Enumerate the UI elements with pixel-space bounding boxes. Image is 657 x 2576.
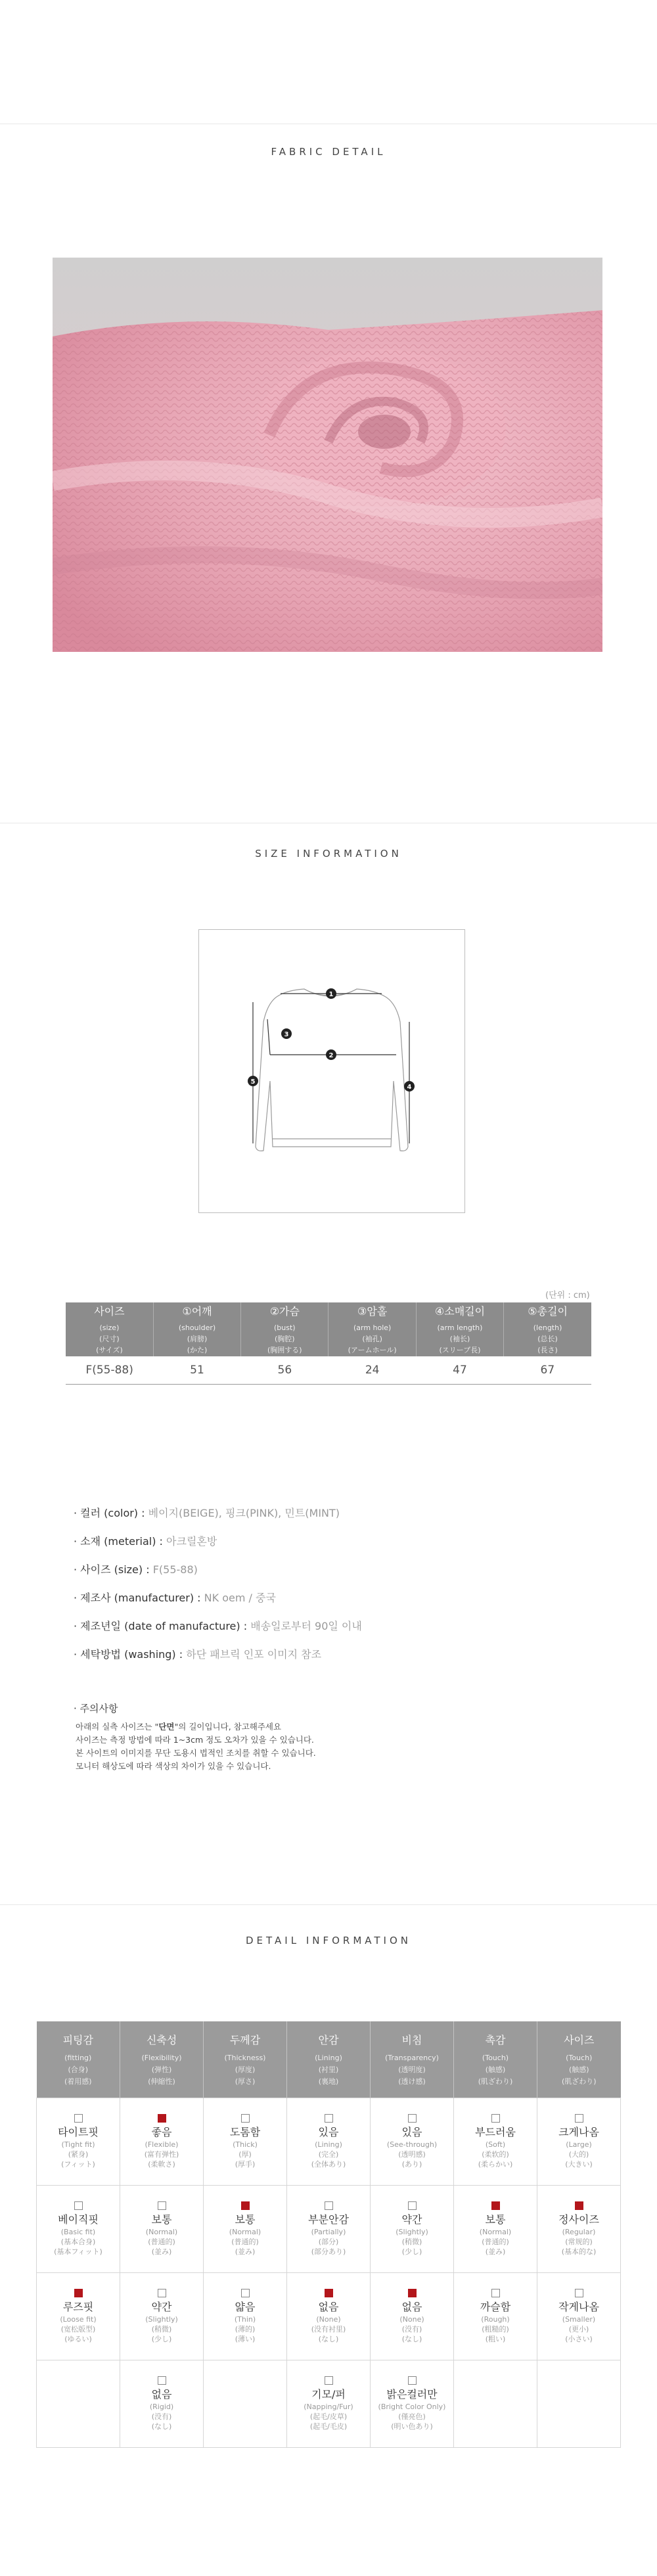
size-header-label: 사이즈 (94, 1305, 125, 1318)
detail-option-sub: (普通的) (482, 2238, 509, 2246)
detail-header-label: 사이즈 (564, 2033, 595, 2046)
size-header-label: ⑤총길이 (528, 1305, 568, 1318)
checkbox-unchecked (408, 2114, 417, 2123)
detail-cell (287, 2186, 371, 2273)
size-value-cell: 51 (153, 1356, 240, 1385)
detail-option-sub: (稍微) (401, 2238, 422, 2246)
detail-header-cell (371, 2021, 454, 2098)
detail-option-sub: (Slightly) (396, 2228, 428, 2236)
detail-cell (287, 2273, 371, 2360)
checkbox-unchecked (325, 2114, 333, 2123)
detail-option-label: 약간 (151, 2301, 172, 2313)
detail-header-label: 안감 (318, 2033, 339, 2046)
product-info-label: · 소재 (meterial) : (74, 1535, 167, 1548)
detail-table-row (37, 2186, 621, 2273)
detail-header-sub: (fitting) (64, 2053, 92, 2062)
detail-option-sub: (更小) (568, 2325, 589, 2334)
detail-cell (454, 2273, 537, 2360)
sweater-illustration (199, 930, 464, 1212)
notice-title: · 주의사항 (74, 1703, 118, 1714)
detail-divider (0, 1904, 657, 1905)
notice-line: 모니터 해상도에 따라 색상의 차이가 있을 수 있습니다. (76, 1761, 271, 1771)
size-information-title: SIZE INFORMATION (255, 848, 402, 860)
size-header-sub: (袖长) (449, 1335, 470, 1343)
detail-option-label: 좋음 (151, 2126, 172, 2138)
detail-header-label: 촉감 (485, 2033, 506, 2046)
knit-fabric-photo (53, 258, 602, 652)
detail-option-sub: (基本フィット) (54, 2247, 102, 2256)
detail-option-sub: (起毛/皮草) (309, 2412, 348, 2421)
size-header-sub: (スリーブ長) (439, 1346, 481, 1354)
product-info-label: · 제조사 (manufacturer) : (74, 1592, 204, 1604)
detail-header-sub: (Touch) (482, 2053, 509, 2062)
detail-option-sub: (没有衬里) (311, 2325, 346, 2334)
detail-option-sub: (宽松版型) (60, 2325, 96, 2334)
detail-table-row (37, 2098, 621, 2186)
detail-option-sub: (フィット) (61, 2160, 95, 2169)
checkbox-unchecked (325, 2376, 333, 2385)
notice-text: 아래의 실측 사이즈는 " (76, 1722, 159, 1732)
detail-option-label: 얇음 (235, 2301, 256, 2313)
detail-option-sub: (Thick) (233, 2140, 258, 2149)
product-info-item (74, 1590, 276, 1605)
detail-option-sub: (基本合身) (60, 2238, 96, 2246)
checkbox-unchecked (575, 2289, 583, 2297)
checkbox-unchecked (158, 2289, 166, 2297)
unit-label: (단위 : cm) (545, 1291, 590, 1300)
notice-line: 사이즈는 측정 방법에 따라 1~3cm 정도 오차가 있을 수 있습니다. (76, 1735, 314, 1745)
detail-option-sub: (Bright Color Only) (378, 2403, 446, 2411)
checkbox-unchecked (575, 2114, 583, 2123)
checkbox-unchecked (74, 2201, 83, 2210)
size-value-cell: 67 (504, 1356, 591, 1385)
detail-header-cell (537, 2021, 621, 2098)
detail-option-sub: (粗い) (485, 2335, 506, 2343)
detail-option-sub: (大的) (568, 2150, 589, 2159)
checkbox-unchecked (74, 2114, 83, 2123)
detail-option-sub: (並み) (151, 2247, 172, 2256)
checkbox-unchecked (408, 2201, 417, 2210)
size-value-cell: 56 (241, 1356, 328, 1385)
detail-cell (120, 2360, 204, 2448)
size-table-header (66, 1302, 591, 1356)
detail-option-sub: (透明感) (398, 2150, 426, 2159)
checkbox-unchecked (241, 2289, 250, 2297)
size-header-sub: (arm hole) (353, 1323, 392, 1332)
detail-header-sub: (肌ざわり) (478, 2077, 513, 2086)
detail-option-sub: (全体あり) (311, 2160, 346, 2169)
size-header-sub: (尺寸) (99, 1335, 120, 1343)
product-info-label: · 제조년일 (date of manufacture) : (74, 1620, 251, 1632)
detail-option-label: 기모/퍼 (311, 2388, 346, 2401)
detail-header-label: 신축성 (146, 2033, 177, 2046)
marker-1: 1 (328, 991, 334, 998)
product-info-value: 하단 패브릭 인포 이미지 참조 (186, 1648, 322, 1661)
detail-option-sub: (少し) (151, 2335, 172, 2343)
notice-line (76, 1720, 316, 1734)
product-info-item (74, 1618, 362, 1633)
detail-table-row (37, 2360, 621, 2448)
product-info-item (74, 1505, 340, 1520)
size-header-sub: (shoulder) (178, 1323, 216, 1332)
detail-option-sub: (See-through) (386, 2140, 438, 2149)
detail-option-sub: (Flexible) (145, 2140, 179, 2149)
detail-option-sub: (少し) (401, 2247, 422, 2256)
detail-option-sub: (柔软的) (482, 2150, 509, 2159)
checkbox-unchecked (491, 2289, 500, 2297)
detail-option-sub: (Loose fit) (60, 2315, 97, 2324)
product-info-label: · 세탁방법 (washing) : (74, 1648, 187, 1661)
detail-option-sub: (None) (399, 2315, 424, 2324)
detail-header-cell (120, 2021, 204, 2098)
detail-cell (204, 2273, 287, 2360)
notice-text: "의 길이입니다, 참고해주세요 (174, 1722, 282, 1732)
product-info-label: · 컬러 (color) : (74, 1507, 148, 1519)
product-info-item (74, 1646, 321, 1661)
size-header-label: ③암홀 (357, 1305, 388, 1318)
detail-header-sub: (Lining) (315, 2053, 342, 2062)
size-header-sub: (袖孔) (362, 1335, 382, 1343)
product-info-value: 베이지(BEIGE), 핑크(PINK), 민트(MINT) (148, 1507, 340, 1519)
size-table (66, 1302, 591, 1385)
marker-4: 4 (407, 1084, 412, 1091)
detail-table-row (37, 2273, 621, 2360)
detail-header-sub: (Thickness) (224, 2053, 266, 2062)
detail-header-sub: (厚さ) (235, 2077, 256, 2086)
notice-block (76, 1702, 316, 1773)
detail-option-label: 부드러움 (475, 2126, 516, 2138)
detail-header-sub: (Transparency) (385, 2053, 439, 2062)
checkbox-checked (241, 2201, 250, 2210)
detail-header-cell (287, 2021, 371, 2098)
detail-option-sub: (Smaller) (562, 2315, 596, 2324)
detail-option-label: 없음 (151, 2388, 172, 2401)
detail-option-label: 부분안감 (308, 2213, 349, 2226)
detail-option-sub: (Thin) (234, 2315, 256, 2324)
detail-header-sub: (触感) (485, 2065, 506, 2074)
detail-cell (120, 2098, 204, 2186)
size-header-sub: (size) (99, 1323, 120, 1332)
detail-option-sub: (Large) (566, 2140, 592, 2149)
detail-header-sub: (伸縮性) (148, 2077, 175, 2086)
detail-option-label: 보통 (485, 2213, 506, 2226)
detail-cell (454, 2098, 537, 2186)
detail-cell (37, 2186, 120, 2273)
marker-2: 2 (328, 1052, 334, 1059)
detail-option-sub: (なし) (401, 2335, 422, 2343)
detail-cell (120, 2186, 204, 2273)
checkbox-checked (491, 2201, 500, 2210)
size-header-sub: (bust) (274, 1323, 296, 1332)
detail-option-sub: (厚) (238, 2150, 252, 2159)
detail-header-sub: (裏地) (318, 2077, 339, 2086)
detail-option-sub: (Slightly) (145, 2315, 178, 2324)
checkbox-unchecked (491, 2114, 500, 2123)
detail-option-sub: (ゆるい) (64, 2335, 92, 2343)
detail-header-label: 두께감 (229, 2033, 261, 2046)
detail-option-sub: (None) (316, 2315, 341, 2324)
product-info-item (74, 1533, 217, 1548)
detail-option-sub: (なし) (151, 2422, 172, 2431)
product-info-item (74, 1561, 198, 1576)
detail-option-sub: (並み) (485, 2247, 506, 2256)
detail-cell-empty (454, 2360, 537, 2448)
detail-option-sub: (完全) (318, 2150, 339, 2159)
detail-option-label: 약간 (401, 2213, 422, 2226)
detail-cell (454, 2186, 537, 2273)
detail-cell (37, 2273, 120, 2360)
detail-header-sub: (衬里) (318, 2065, 339, 2074)
detail-option-sub: (Soft) (485, 2140, 506, 2149)
detail-option-label: 타이트핏 (58, 2126, 99, 2138)
detail-header-sub: (透明度) (398, 2065, 426, 2074)
detail-option-sub: (Partially) (311, 2228, 346, 2236)
detail-option-sub: (小さい) (565, 2335, 593, 2343)
detail-option-sub: (Basic fit) (60, 2228, 96, 2236)
detail-option-label: 크게나옴 (558, 2126, 599, 2138)
detail-option-sub: (Rigid) (149, 2403, 174, 2411)
detail-header-sub: (厚度) (235, 2065, 256, 2074)
detail-option-sub: (柔軟さ) (148, 2160, 175, 2169)
detail-cell (537, 2186, 621, 2273)
detail-header-sub: (合身) (68, 2065, 89, 2074)
checkbox-unchecked (158, 2376, 166, 2385)
detail-table-header (37, 2021, 621, 2098)
detail-option-label: 밝은컬러만 (386, 2388, 438, 2401)
detail-header-sub: (Flexibility) (141, 2053, 182, 2062)
detail-option-label: 정사이즈 (558, 2213, 599, 2226)
detail-option-sub: (あり) (401, 2160, 422, 2169)
checkbox-unchecked (325, 2201, 333, 2210)
detail-option-label: 있음 (318, 2126, 339, 2138)
detail-cell (371, 2273, 454, 2360)
detail-option-sub: (厚手) (235, 2160, 256, 2169)
detail-option-sub: (Napping/Fur) (304, 2403, 353, 2411)
detail-option-sub: (Lining) (315, 2140, 342, 2149)
size-header-label: ②가슴 (269, 1305, 300, 1318)
detail-header-label: 비침 (401, 2033, 422, 2046)
detail-header-sub: (肌ざわり) (561, 2077, 597, 2086)
detail-header-sub: (Touch) (566, 2053, 593, 2062)
size-header-cell (504, 1302, 591, 1356)
size-value-cell: 47 (416, 1356, 503, 1385)
measurement-diagram (198, 929, 465, 1213)
detail-option-sub: (粗糙的) (482, 2325, 509, 2334)
size-table-row (66, 1356, 591, 1385)
checkbox-checked (158, 2114, 166, 2123)
detail-option-sub: (没有) (151, 2412, 172, 2421)
detail-header-sub: (弹性) (151, 2065, 172, 2074)
detail-option-label: 베이직핏 (58, 2213, 99, 2226)
size-header-cell (416, 1302, 503, 1356)
notice-emphasis: 단면 (158, 1722, 175, 1732)
detail-option-sub: (薄い) (235, 2335, 256, 2343)
detail-option-sub: (Regular) (562, 2228, 596, 2236)
checkbox-unchecked (158, 2201, 166, 2210)
detail-option-sub: (明い色あり) (391, 2422, 433, 2431)
product-info-value: NK oem / 중국 (204, 1592, 276, 1604)
size-header-sub: (总长) (537, 1335, 558, 1343)
detail-cell (287, 2360, 371, 2448)
marker-3: 3 (284, 1031, 289, 1038)
detail-option-label: 루즈핏 (62, 2301, 94, 2313)
checkbox-checked (408, 2289, 417, 2297)
detail-cell (371, 2186, 454, 2273)
detail-option-sub: (Normal) (229, 2228, 261, 2236)
detail-option-sub: (Normal) (479, 2228, 512, 2236)
checkbox-checked (74, 2289, 83, 2297)
size-header-sub: (アームホール) (348, 1346, 397, 1354)
size-header-sub: (長さ) (537, 1346, 558, 1354)
detail-option-sub: (Rough) (481, 2315, 510, 2324)
size-header-cell (153, 1302, 240, 1356)
detail-cell (537, 2098, 621, 2186)
detail-information-title: DETAIL INFORMATION (246, 1935, 411, 1946)
detail-option-label: 없음 (401, 2301, 422, 2313)
detail-option-sub: (並み) (235, 2247, 256, 2256)
detail-option-sub: (基本的な) (561, 2247, 597, 2256)
detail-option-label: 있음 (401, 2126, 422, 2138)
fabric-detail-title: FABRIC DETAIL (271, 146, 386, 158)
detail-table (36, 2021, 621, 2448)
detail-option-sub: (常规的) (565, 2238, 593, 2246)
size-header-sub: (かた) (187, 1346, 208, 1354)
detail-cell (120, 2273, 204, 2360)
detail-option-sub: (大きい) (565, 2160, 593, 2169)
detail-header-cell (204, 2021, 287, 2098)
detail-option-label: 보통 (151, 2213, 172, 2226)
size-value-cell: 24 (328, 1356, 416, 1385)
size-header-label: ④소매길이 (434, 1305, 486, 1318)
detail-option-label: 없음 (318, 2301, 339, 2313)
detail-option-sub: (起毛/毛皮) (309, 2422, 348, 2431)
size-header-sub: (胸腔) (275, 1335, 295, 1343)
size-header-cell (328, 1302, 416, 1356)
detail-option-sub: (薄的) (235, 2325, 256, 2334)
product-info-value: F(55-88) (152, 1563, 198, 1576)
detail-cell (204, 2098, 287, 2186)
detail-cell-empty (37, 2360, 120, 2448)
detail-option-sub: (柔らかい) (478, 2160, 513, 2169)
notice-line: 본 사이트의 이미지를 무단 도용시 법적인 조치를 취할 수 있습니다. (76, 1748, 316, 1758)
size-header-label: ①어깨 (182, 1305, 212, 1318)
size-header-cell (66, 1302, 153, 1356)
detail-cell (287, 2098, 371, 2186)
detail-header-cell (37, 2021, 120, 2098)
detail-option-sub: (部分あり) (311, 2247, 346, 2256)
detail-option-sub: (没有) (401, 2325, 422, 2334)
size-header-sub: (サイズ) (96, 1346, 123, 1354)
detail-option-label: 보통 (235, 2213, 256, 2226)
detail-cell-empty (204, 2360, 287, 2448)
detail-option-sub: (紧身) (68, 2150, 89, 2159)
checkbox-checked (575, 2201, 583, 2210)
size-value-cell: F(55-88) (66, 1356, 153, 1385)
detail-option-sub: (普通的) (231, 2238, 259, 2246)
detail-option-sub: (僅亮色) (398, 2412, 426, 2421)
detail-header-sub: (着用感) (64, 2077, 92, 2086)
product-info-value: 아크릴혼방 (166, 1535, 217, 1548)
detail-option-sub: (富有弹性) (144, 2150, 179, 2159)
detail-option-sub: (部分) (318, 2238, 339, 2246)
detail-header-sub: (触感) (568, 2065, 589, 2074)
size-header-cell (241, 1302, 328, 1356)
detail-cell (371, 2360, 454, 2448)
detail-header-label: 피팅감 (62, 2033, 93, 2046)
checkbox-unchecked (408, 2376, 417, 2385)
marker-5: 5 (250, 1078, 256, 1086)
size-header-sub: (arm length) (437, 1323, 483, 1332)
size-header-sub: (肩膀) (187, 1335, 208, 1343)
detail-cell (204, 2186, 287, 2273)
size-header-sub: (length) (533, 1323, 562, 1332)
detail-option-label: 까슬함 (480, 2301, 511, 2313)
detail-header-cell (454, 2021, 537, 2098)
detail-cell (537, 2273, 621, 2360)
product-info-value: 배송일로부터 90일 이내 (250, 1620, 362, 1632)
detail-cell (37, 2098, 120, 2186)
detail-cell-empty (537, 2360, 621, 2448)
detail-cell (371, 2098, 454, 2186)
detail-option-sub: (普通的) (148, 2238, 175, 2246)
size-header-sub: (胸囲する) (267, 1346, 302, 1354)
detail-option-sub: (Tight fit) (61, 2140, 95, 2149)
checkbox-unchecked (241, 2114, 250, 2123)
detail-option-sub: (稍微) (151, 2325, 172, 2334)
detail-option-sub: (Normal) (145, 2228, 178, 2236)
detail-header-sub: (透け感) (398, 2077, 426, 2086)
detail-option-label: 도톰함 (229, 2126, 261, 2138)
detail-option-sub: (なし) (318, 2335, 339, 2343)
checkbox-checked (325, 2289, 333, 2297)
product-info-label: · 사이즈 (size) : (74, 1563, 153, 1576)
detail-option-label: 작게나옴 (558, 2301, 599, 2313)
